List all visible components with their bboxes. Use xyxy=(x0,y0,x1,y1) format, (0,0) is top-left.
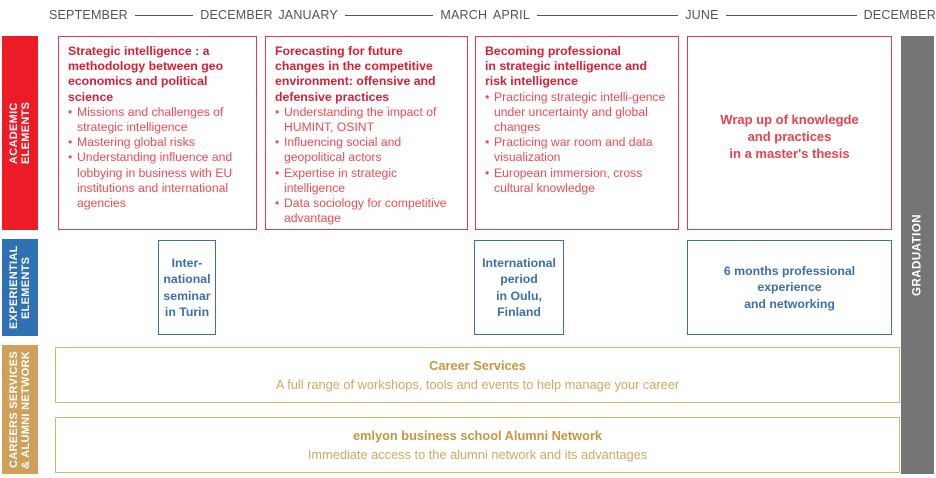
academic-card-2-title-line4: defensive practices xyxy=(275,89,390,104)
careers-bar-career-services-title: Career Services xyxy=(429,357,526,373)
academic-card-3-bullets xyxy=(485,90,669,196)
academic-card-3-title xyxy=(485,44,669,90)
experiential-card-oulu xyxy=(474,240,564,335)
timeline-connector-2 xyxy=(345,15,434,16)
academic-card-4-line3: in a master's thesis xyxy=(729,146,850,161)
experiential-card-oulu-line4: Finland xyxy=(497,305,541,319)
careers-bar-career-services-subtitle: A full range of workshops, tools and events to help manage your career xyxy=(275,376,680,392)
list-item: • Expertise in strategic intelligence xyxy=(275,166,458,196)
academic-card-2-bullets xyxy=(275,105,458,227)
timeline-label-september: SEPTEMBER xyxy=(48,8,128,22)
list-item: • Data sociology for competitive advantage xyxy=(275,196,458,226)
academic-card-1-title-line4: science xyxy=(68,89,114,104)
timeline-connector-4 xyxy=(726,15,857,16)
timeline-label-march: MARCH xyxy=(440,8,488,22)
academic-card-1 xyxy=(58,36,257,230)
academic-card-4-line2: and practices xyxy=(747,129,832,144)
academic-card-4-text xyxy=(697,44,882,229)
timeline-label-december-2: DECEMBER xyxy=(863,8,936,22)
academic-card-2-title-line1: Forecasting for future xyxy=(275,44,403,58)
row-label-careers-line2: & ALUMNI NETWORK xyxy=(20,350,32,469)
experiential-card-professional-line3: and networking xyxy=(744,296,835,311)
graduation-bar xyxy=(901,36,934,474)
careers-bar-alumni-network xyxy=(55,417,900,473)
academic-card-1-title xyxy=(68,44,247,105)
academic-card-1-bullets xyxy=(68,105,247,211)
graduation-label: GRADUATION xyxy=(911,213,924,297)
experiential-card-turin-line3: seminar xyxy=(163,288,211,303)
list-item: • Missions and challenges of strategic intelligence xyxy=(68,105,247,135)
academic-card-1-title-line1: Strategic intelligence : a xyxy=(68,44,210,58)
list-item: • Understanding influence and lobbying in business with EU institutions and international agencies xyxy=(68,150,247,211)
academic-card-2 xyxy=(265,36,468,230)
row-label-academic-elements xyxy=(2,36,38,230)
careers-bar-alumni-network-subtitle: Immediate access to the alumni network and its advantages xyxy=(307,446,648,462)
experiential-card-professional-line1: 6 months professional xyxy=(723,263,856,278)
experiential-card-professional-line2: experience xyxy=(757,280,822,295)
academic-card-3-title-line1: Becoming professional xyxy=(485,44,621,58)
row-label-careers-line1: CAREERS SERVICES xyxy=(8,350,20,469)
list-item: • Practicing strategic intelli-gence under uncertainty and global changes xyxy=(485,90,669,136)
academic-card-3-title-line2: in strategic intelligence and xyxy=(485,59,647,74)
timeline-label-june: JUNE xyxy=(685,8,719,22)
academic-card-3 xyxy=(475,36,679,230)
experiential-card-turin-line4: in Turin xyxy=(164,305,210,319)
list-item: • Understanding the impact of HUMINT, OSINT xyxy=(275,105,458,135)
experiential-card-turin-line2: national xyxy=(163,272,211,286)
row-label-experiential-line1: EXPERIENTIAL xyxy=(8,245,20,330)
row-label-academic-line2: ELEMENTS xyxy=(20,101,32,165)
academic-card-1-title-line3: economics and political xyxy=(68,74,208,89)
timeline-label-december-1: DECEMBER xyxy=(200,8,273,22)
list-item: • Mastering global risks xyxy=(68,135,247,150)
academic-card-4-line1: Wrap up of knowlegde xyxy=(720,112,859,127)
experiential-card-turin xyxy=(158,240,216,335)
row-label-experiential-elements xyxy=(2,239,38,336)
academic-card-2-title-line2: changes in the competitive xyxy=(275,59,433,74)
academic-card-3-title-line3: risk intelligence xyxy=(485,74,578,89)
careers-bar-career-services xyxy=(55,347,900,403)
timeline-connector-1 xyxy=(135,15,193,16)
experiential-card-oulu-line3: in Oulu, xyxy=(496,288,542,303)
careers-bar-alumni-network-title: emlyon business school Alumni Network xyxy=(352,427,603,443)
list-item: • European immersion, cross cultural knowledge xyxy=(485,166,669,196)
academic-card-4 xyxy=(687,36,892,230)
experiential-card-turin-line1: Inter- xyxy=(171,255,203,270)
row-label-experiential-line2: ELEMENTS xyxy=(20,256,32,319)
timeline-connector-3 xyxy=(537,15,678,16)
list-item: • Influencing social and geopolitical actors xyxy=(275,135,458,165)
academic-card-1-title-line2: methodology between geo xyxy=(68,59,224,74)
list-item: • Practicing war room and data visualization xyxy=(485,135,669,165)
academic-card-2-title xyxy=(275,44,458,105)
academic-card-2-title-line3: environment: offensive and xyxy=(275,74,436,89)
row-label-careers-alumni xyxy=(2,345,38,474)
timeline-label-january: JANUARY xyxy=(278,8,338,22)
experiential-card-professional-experience xyxy=(687,240,892,335)
timeline-header xyxy=(0,0,936,30)
experiential-card-oulu-line2: period xyxy=(500,272,538,286)
row-label-academic-line1: ACADEMIC xyxy=(8,102,20,164)
timeline-label-april: APRIL xyxy=(492,8,531,22)
experiential-card-oulu-line1: International xyxy=(482,255,556,270)
